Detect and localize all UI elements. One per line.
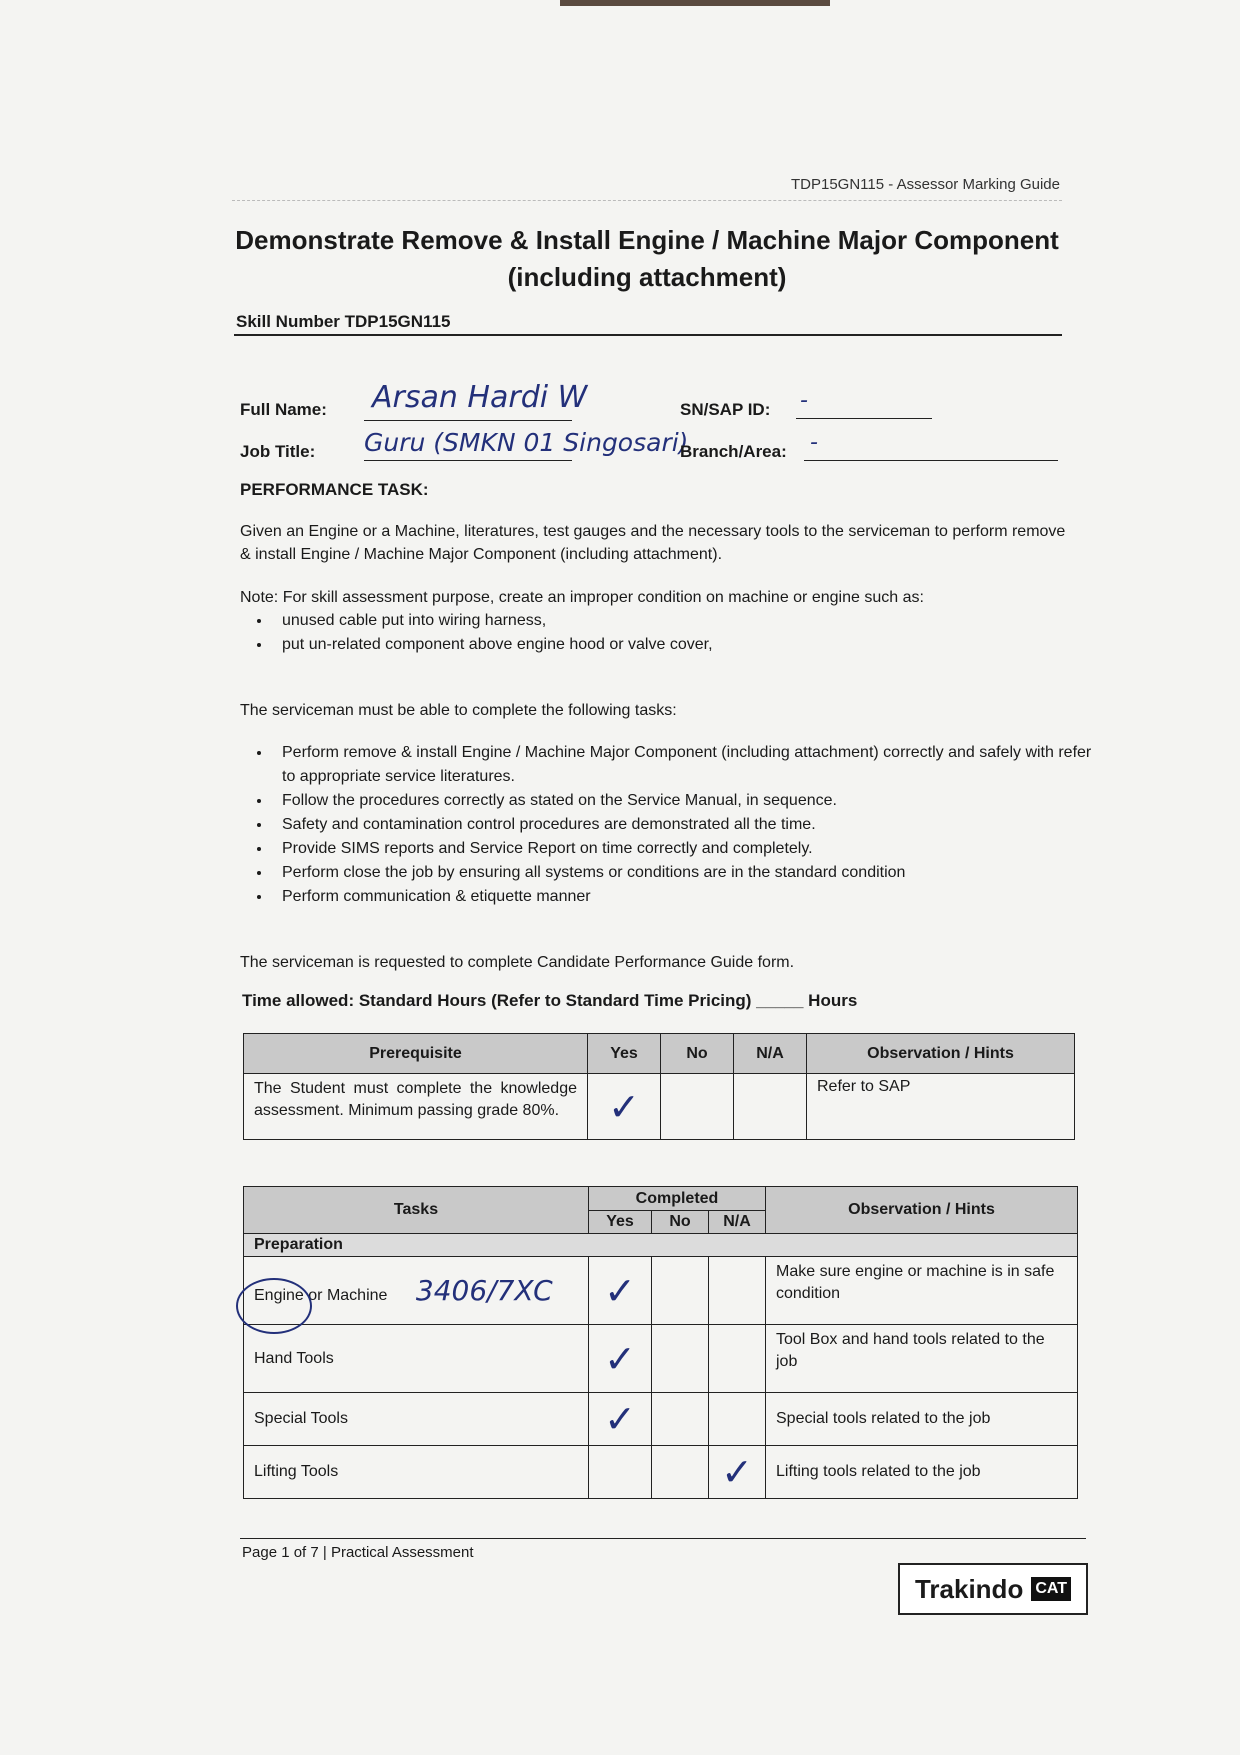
task-label: Engine or Machine bbox=[254, 1287, 388, 1304]
footer-divider bbox=[240, 1538, 1086, 1539]
header-no: No bbox=[652, 1211, 709, 1234]
header-no: No bbox=[661, 1034, 734, 1074]
note-list bbox=[240, 609, 713, 657]
footer-page-info: Page 1 of 7 | Practical Assessment bbox=[242, 1544, 474, 1561]
engine-model-note: 3406/7XC bbox=[415, 1274, 553, 1307]
trakindo-logo bbox=[898, 1563, 1088, 1615]
header-yes: Yes bbox=[588, 1034, 661, 1074]
header-completed: Completed bbox=[589, 1187, 766, 1211]
hand-tools-observation: Tool Box and hand tools related to the job bbox=[766, 1325, 1078, 1393]
branch-value: - bbox=[810, 430, 818, 455]
performance-task-heading: PERFORMANCE TASK: bbox=[240, 480, 429, 499]
lifting-tools-observation: Lifting tools related to the job bbox=[766, 1446, 1078, 1499]
cat-badge: CAT bbox=[1031, 1577, 1071, 1601]
section-preparation: Preparation bbox=[244, 1234, 1078, 1257]
note-paragraph: Note: For skill assessment purpose, create an improper condition on machine or engine such as: bbox=[240, 589, 924, 606]
prerequisite-table bbox=[243, 1033, 1075, 1140]
prereq-na bbox=[734, 1074, 807, 1140]
hand-tools-na bbox=[709, 1325, 766, 1393]
snsap-underline bbox=[796, 418, 932, 419]
prereq-text: The Student must complete the knowledge assessment. Minimum passing grade 80%. bbox=[244, 1074, 588, 1140]
title-line-2: (including attachment) bbox=[507, 262, 787, 292]
header-prerequisite: Prerequisite bbox=[244, 1034, 588, 1074]
list-item: • Perform close the job by ensuring all systems or conditions are in the standard condition bbox=[272, 861, 1106, 885]
lifting-tools-yes bbox=[589, 1446, 652, 1499]
special-tools-na bbox=[709, 1393, 766, 1446]
prereq-no bbox=[661, 1074, 734, 1140]
engine-na bbox=[709, 1257, 766, 1325]
tasks-table bbox=[243, 1186, 1078, 1499]
special-tools-yes-check: ✓ bbox=[589, 1393, 652, 1446]
job-title-label: Job Title: bbox=[240, 442, 316, 461]
list-item: • Perform remove & install Engine / Machine Major Component (including attachment) correctly and safely with refer to appropriate service literatures. bbox=[272, 741, 1106, 789]
skill-number: Skill Number TDP15GN115 bbox=[236, 312, 451, 331]
lifting-tools-no bbox=[652, 1446, 709, 1499]
hand-tools-no bbox=[652, 1325, 709, 1393]
list-item: • Perform communication & etiquette manner bbox=[272, 885, 1106, 909]
job-title-value: Guru (SMKN 01 Singosari) bbox=[364, 428, 689, 457]
prereq-observation: Refer to SAP bbox=[807, 1074, 1075, 1140]
prereq-yes-check: ✓ bbox=[588, 1074, 661, 1140]
header-observation: Observation / Hints bbox=[766, 1187, 1078, 1234]
branch-underline bbox=[804, 460, 1058, 461]
list-item: • Provide SIMS reports and Service Report on time correctly and completely. bbox=[272, 837, 1106, 861]
header-yes: Yes bbox=[589, 1211, 652, 1234]
list-item: • Follow the procedures correctly as stated on the Service Manual, in sequence. bbox=[272, 789, 1106, 813]
logo-text: Trakindo bbox=[914, 1573, 1024, 1604]
snsap-value: - bbox=[800, 388, 808, 413]
hand-tools-yes-check: ✓ bbox=[589, 1325, 652, 1393]
task-list bbox=[240, 741, 1106, 909]
header-na: N/A bbox=[709, 1211, 766, 1234]
header-tasks: Tasks bbox=[244, 1187, 589, 1234]
engine-observation: Make sure engine or machine is in safe condition bbox=[766, 1257, 1078, 1325]
job-title-underline bbox=[364, 460, 572, 461]
header-na: N/A bbox=[734, 1034, 807, 1074]
given-paragraph: Given an Engine or a Machine, literatures, test gauges and the necessary tools to the serviceman to perform remove & install Engine / Machine Major Component (including attachment). bbox=[240, 523, 1066, 563]
task-hand-tools: Hand Tools bbox=[244, 1325, 589, 1393]
tasks-intro: The serviceman must be able to complete the following tasks: bbox=[240, 702, 677, 719]
requested-paragraph: The serviceman is requested to complete Candidate Performance Guide form. bbox=[240, 954, 795, 971]
handwritten-circle-mark bbox=[236, 1278, 312, 1334]
list-item: • Safety and contamination control procedures are demonstrated all the time. bbox=[272, 813, 1106, 837]
header-observation: Observation / Hints bbox=[807, 1034, 1075, 1074]
list-item: • put un-related component above engine hood or valve cover, bbox=[272, 633, 713, 657]
full-name-label: Full Name: bbox=[240, 400, 327, 419]
title-line-1: Demonstrate Remove & Install Engine / Machine Major Component bbox=[235, 225, 1059, 255]
header-divider bbox=[232, 200, 1062, 201]
scan-edge-artifact bbox=[560, 0, 830, 6]
document-title bbox=[232, 222, 1062, 296]
full-name-value: Arsan Hardi W bbox=[372, 380, 588, 415]
time-allowed: Time allowed: Standard Hours (Refer to Standard Time Pricing) _____ Hours bbox=[242, 991, 858, 1010]
task-special-tools: Special Tools bbox=[244, 1393, 589, 1446]
special-tools-observation: Special tools related to the job bbox=[766, 1393, 1078, 1446]
engine-yes-check: ✓ bbox=[589, 1257, 652, 1325]
header-reference: TDP15GN115 - Assessor Marking Guide bbox=[791, 176, 1060, 193]
lifting-tools-na-check: ✓ bbox=[709, 1446, 766, 1499]
engine-no bbox=[652, 1257, 709, 1325]
special-tools-no bbox=[652, 1393, 709, 1446]
list-item: • unused cable put into wiring harness, bbox=[272, 609, 713, 633]
skill-divider bbox=[234, 334, 1062, 336]
snsap-label: SN/SAP ID: bbox=[680, 400, 771, 419]
branch-label: Branch/Area: bbox=[680, 442, 787, 461]
task-lifting-tools: Lifting Tools bbox=[244, 1446, 589, 1499]
full-name-underline bbox=[364, 420, 572, 421]
